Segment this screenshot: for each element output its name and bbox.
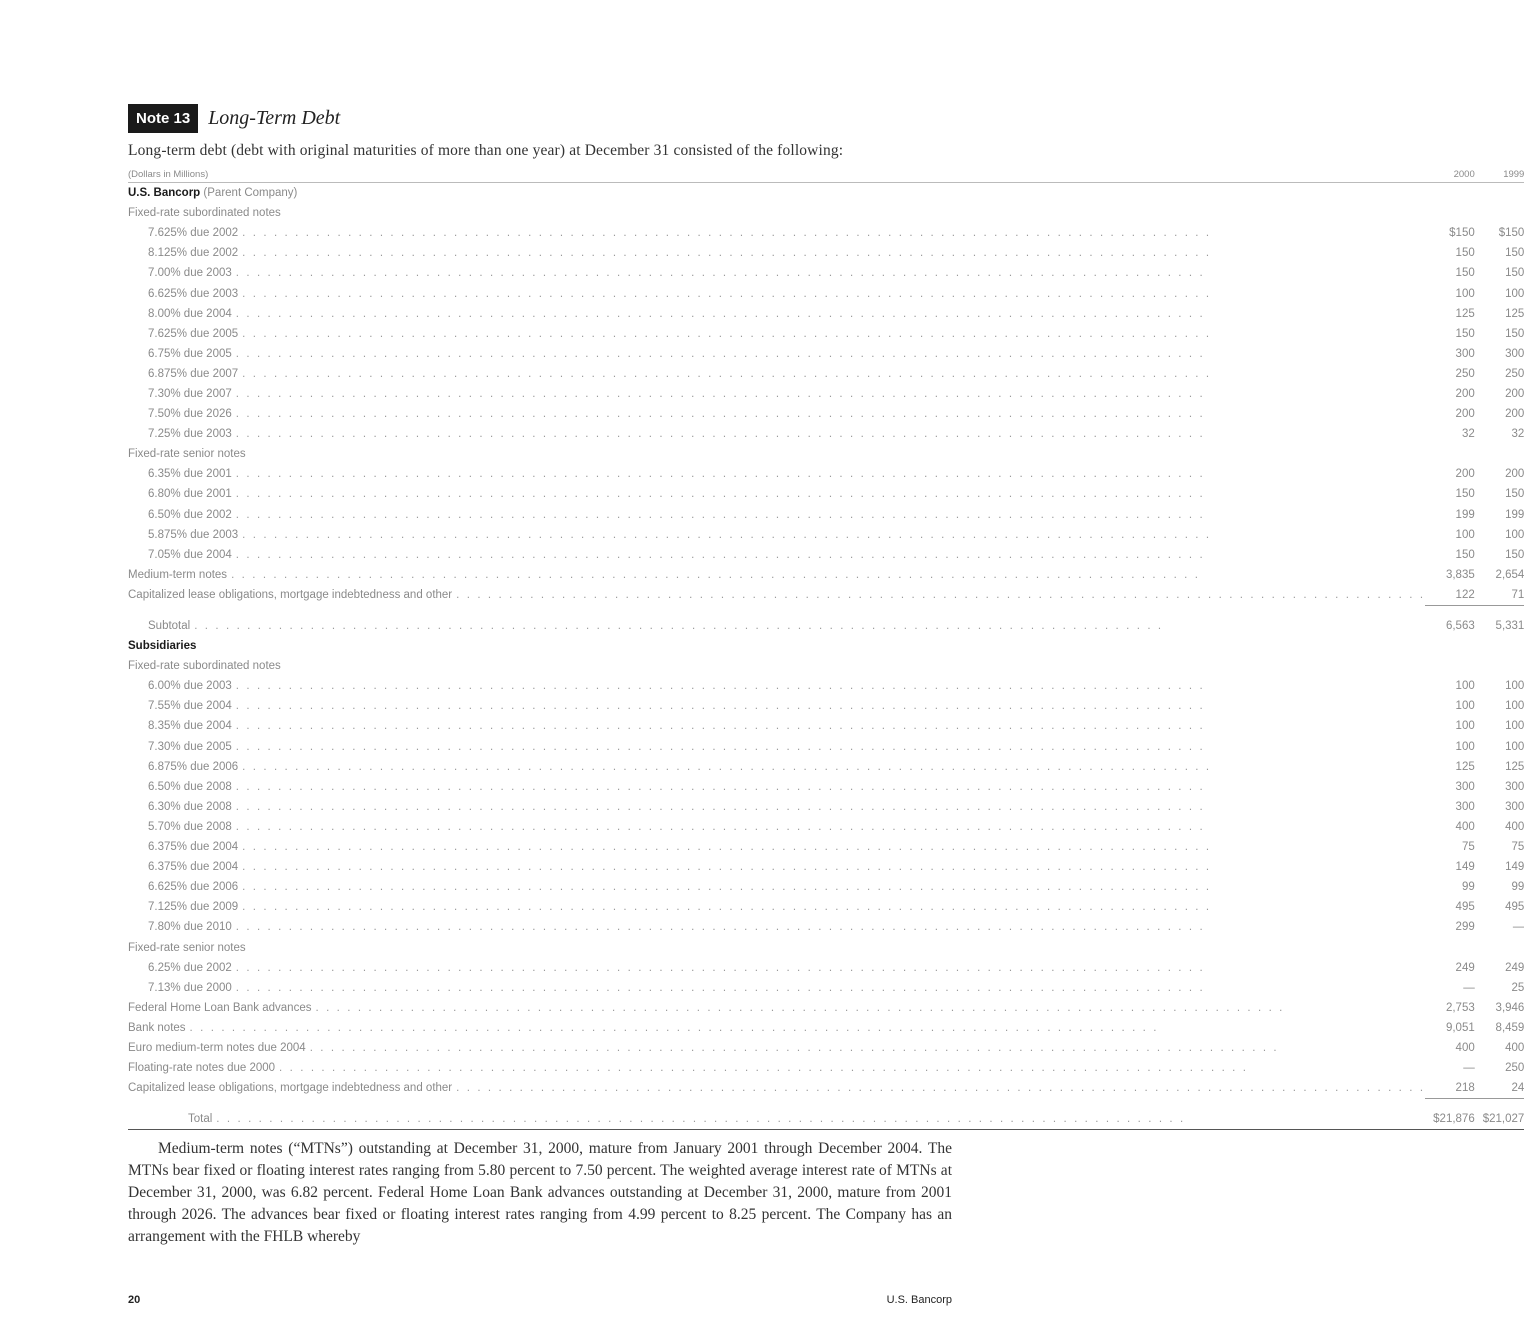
dot-leader: . . . . . . . . . . . . . . . . . . . . . . . . . . . . . . . . . . . . . . . . . . . . . . . . . . . . . . . . . . . . . . . . . . . . . . . . . . . . . . . . . . . . . . . . . . . .	[242, 327, 1212, 340]
dot-leader: . . . . . . . . . . . . . . . . . . . . . . . . . . . . . . . . . . . . . . . . . . . . . . . . . . . . . . . . . . . . . . . . . . . . . . . . . . . . . . . . . . . . . . . . . . . .	[235, 488, 1205, 501]
value-2000: 9,051	[1445, 1021, 1475, 1034]
row-label: 6.00% due 2003	[148, 680, 232, 693]
value-2000: 3,835	[1445, 568, 1475, 581]
value-1999: 100	[1505, 740, 1524, 753]
value-1999: —	[1512, 921, 1524, 934]
dot-leader: . . . . . . . . . . . . . . . . . . . . . . . . . . . . . . . . . . . . . . . . . . . . . . . . . . . . . . . . . . . . . . . . . . . . . . . . . . . . . . . . . . . . . . . . . . . .	[309, 1041, 1279, 1054]
value-1999: 100	[1505, 528, 1524, 541]
dot-leader: . . . . . . . . . . . . . . . . . . . . . . . . . . . . . . . . . . . . . . . . . . . . . . . . . . . . . . . . . . . . . . . . . . . . . . . . . . . . . . . . . . . . . . . . . . . .	[242, 881, 1212, 894]
value-2000: 75	[1461, 841, 1475, 854]
dot-leader: . . . . . . . . . . . . . . . . . . . . . . . . . . . . . . . . . . . . . . . . . . . . . . . . . . . . . . . . . . . . . . . . . . . . . . . . . . . . . . . . . . . . . . . . . . . .	[231, 568, 1201, 581]
value-2000: 299	[1455, 921, 1475, 934]
group-title: Fixed-rate subordinated notes	[128, 660, 281, 673]
group-title: Fixed-rate subordinated notes	[128, 207, 281, 220]
table-row	[128, 304, 1524, 324]
row-label: 8.35% due 2004	[148, 720, 232, 733]
table-row	[128, 525, 1524, 545]
row-label: 6.875% due 2007	[148, 367, 239, 380]
row-label: Euro medium-term notes due 2004	[128, 1041, 306, 1054]
value-1999: 200	[1505, 468, 1524, 481]
table-row	[128, 757, 1524, 777]
note-heading	[128, 104, 952, 133]
row-label: Subtotal	[148, 619, 191, 632]
dot-leader: . . . . . . . . . . . . . . . . . . . . . . . . . . . . . . . . . . . . . . . . . . . . . . . . . . . . . . . . . . . . . . . . . . . . . . . . . . . . . . . . . . . . . . . . . . . .	[235, 408, 1205, 421]
value-2000: 200	[1455, 408, 1475, 421]
value-1999: 150	[1505, 227, 1524, 240]
row-label: 7.30% due 2007	[148, 387, 232, 400]
value-1999: 100	[1505, 720, 1524, 733]
currency-symbol: $	[1498, 227, 1506, 240]
row-label: 8.00% due 2004	[148, 307, 232, 320]
row-label: 6.50% due 2008	[148, 780, 232, 793]
value-2000: 2,753	[1445, 1001, 1475, 1014]
table-row	[128, 243, 1524, 263]
value-1999: 199	[1505, 508, 1524, 521]
value-1999: 149	[1505, 861, 1524, 874]
value-1999: 100	[1505, 700, 1524, 713]
table-row	[128, 857, 1524, 877]
value-2000: 150	[1455, 488, 1475, 501]
dot-leader: . . . . . . . . . . . . . . . . . . . . . . . . . . . . . . . . . . . . . . . . . . . . . . . . . . . . . . . . . . . . . . . . . . . . . . . . . . . . . . . . . . . . . . . . . . . .	[235, 981, 1205, 994]
value-2000: 300	[1455, 347, 1475, 360]
value-2000: 122	[1455, 588, 1475, 601]
row-label: 7.625% due 2002	[148, 227, 239, 240]
row-label: Federal Home Loan Bank advances	[128, 1001, 312, 1014]
row-label: Capitalized lease obligations, mortgage indebtedness and other	[128, 589, 453, 602]
value-2000: 100	[1455, 740, 1475, 753]
row-label: 5.70% due 2008	[148, 820, 232, 833]
table-row	[128, 404, 1524, 424]
value-2000: 150	[1455, 247, 1475, 260]
table-row	[128, 505, 1524, 525]
column-header-1999: 1999	[1475, 166, 1524, 183]
table-row	[128, 344, 1524, 364]
value-1999: 249	[1505, 961, 1524, 974]
dot-leader: . . . . . . . . . . . . . . . . . . . . . . . . . . . . . . . . . . . . . . . . . . . . . . . . . . . . . . . . . . . . . . . . . . . . . . . . . . . . . . . . . . . . . . . . . . . .	[456, 589, 1426, 602]
table-row	[128, 1058, 1524, 1078]
note-badge: Note 13	[128, 104, 198, 133]
row-label: 6.35% due 2001	[148, 468, 232, 481]
table-row	[128, 364, 1524, 384]
table-row	[128, 897, 1524, 917]
value-2000: 200	[1455, 387, 1475, 400]
table-row	[128, 585, 1524, 606]
table-row	[128, 676, 1524, 696]
table-row	[128, 1038, 1524, 1058]
value-2000: 218	[1455, 1082, 1475, 1095]
value-2000: 199	[1455, 508, 1475, 521]
currency-symbol: $	[1449, 227, 1456, 240]
dot-leader: . . . . . . . . . . . . . . . . . . . . . . . . . . . . . . . . . . . . . . . . . . . . . . . . . . . . . . . . . . . . . . . . . . . . . . . . . . . . . . . . . . . . . . . . . . . .	[242, 760, 1212, 773]
dot-leader: . . . . . . . . . . . . . . . . . . . . . . . . . . . . . . . . . . . . . . . . . . . . . . . . . . . . . . . . . . . . . . . . . . . . . . . . . . . . . . . . . . . . . . . . . . . .	[242, 367, 1212, 380]
row-label: 7.30% due 2005	[148, 740, 232, 753]
dot-leader: . . . . . . . . . . . . . . . . . . . . . . . . . . . . . . . . . . . . . . . . . . . . . . . . . . . . . . . . . . . . . . . . . . . . . . . . . . . . . . . . . . . . . . . . . . . .	[235, 740, 1205, 753]
row-label: 6.75% due 2005	[148, 347, 232, 360]
value-1999: 150	[1505, 267, 1524, 280]
row-label: Medium-term notes	[128, 568, 228, 581]
dot-leader: . . . . . . . . . . . . . . . . . . . . . . . . . . . . . . . . . . . . . . . . . . . . . . . . . . . . . . . . . . . . . . . . . . . . . . . . . . . . . . . . . . . . . . . . . . . .	[242, 227, 1212, 240]
dot-leader: . . . . . . . . . . . . . . . . . . . . . . . . . . . . . . . . . . . . . . . . . . . . . . . . . . . . . . . . . . . . . . . . . . . . . . . . . . . . . . . . . . . . . . . . . . . .	[242, 841, 1212, 854]
row-label: 6.375% due 2004	[148, 841, 239, 854]
row-label: 7.50% due 2026	[148, 408, 232, 421]
table-row	[128, 958, 1524, 978]
row-label: 7.125% due 2009	[148, 901, 239, 914]
section-title: U.S. Bancorp	[128, 187, 201, 200]
footer-company: U.S. Bancorp	[886, 1294, 952, 1306]
dot-leader: . . . . . . . . . . . . . . . . . . . . . . . . . . . . . . . . . . . . . . . . . . . . . . . . . . . . . . . . . . . . . . . . . . . . . . . . . . . . . . . . . . . . . . . . . . . .	[315, 1001, 1285, 1014]
value-2000: 125	[1455, 307, 1475, 320]
value-1999: 200	[1505, 408, 1524, 421]
value-1999: 75	[1511, 841, 1524, 854]
dot-leader: . . . . . . . . . . . . . . . . . . . . . . . . . . . . . . . . . . . . . . . . . . . . . . . . . . . . . . . . . . . . . . . . . . . . . . . . . . . . . . . . . . . . . . . . . . . .	[235, 800, 1205, 813]
group-title: Fixed-rate senior notes	[128, 448, 246, 461]
dot-leader: . . . . . . . . . . . . . . . . . . . . . . . . . . . . . . . . . . . . . . . . . . . . . . . . . . . . . . . . . . . . . . . . . . . . . . . . . . . . . . . . . . . . . . . . . . . .	[216, 1113, 1186, 1126]
value-1999: 25	[1511, 981, 1524, 994]
row-label: 6.625% due 2003	[148, 287, 239, 300]
row-label: 6.80% due 2001	[148, 488, 232, 501]
value-1999: 8,459	[1495, 1021, 1524, 1034]
table-row	[128, 565, 1524, 585]
value-2000: 99	[1461, 881, 1475, 894]
row-label: Bank notes	[128, 1021, 186, 1034]
group-header-row	[128, 203, 1524, 223]
row-label: 6.50% due 2002	[148, 508, 232, 521]
table-row	[128, 424, 1524, 444]
value-2000: 200	[1455, 468, 1475, 481]
dot-leader: . . . . . . . . . . . . . . . . . . . . . . . . . . . . . . . . . . . . . . . . . . . . . . . . . . . . . . . . . . . . . . . . . . . . . . . . . . . . . . . . . . . . . . . . . . . .	[242, 287, 1212, 300]
intro-text: Long-term debt (debt with original maturities of more than one year) at December 31 consisted of the following:	[128, 142, 844, 159]
dot-leader: . . . . . . . . . . . . . . . . . . . . . . . . . . . . . . . . . . . . . . . . . . . . . . . . . . . . . . . . . . . . . . . . . . . . . . . . . . . . . . . . . . . . . . . . . . . .	[235, 267, 1205, 280]
value-1999: 250	[1505, 1062, 1524, 1075]
dot-leader: . . . . . . . . . . . . . . . . . . . . . . . . . . . . . . . . . . . . . . . . . . . . . . . . . . . . . . . . . . . . . . . . . . . . . . . . . . . . . . . . . . . . . . . . . . . .	[242, 528, 1212, 541]
table-row	[128, 223, 1524, 243]
section-subtitle: (Parent Company)	[203, 187, 298, 200]
value-2000: 100	[1455, 680, 1475, 693]
value-2000: 32	[1461, 428, 1475, 441]
value-1999: 100	[1505, 680, 1524, 693]
table-row	[128, 877, 1524, 897]
value-2000: 150	[1455, 548, 1475, 561]
value-2000: 300	[1455, 800, 1475, 813]
value-1999: 99	[1511, 881, 1524, 894]
group-header-row	[128, 444, 1524, 464]
row-label: 7.625% due 2005	[148, 327, 239, 340]
table-row	[128, 978, 1524, 998]
value-1999: 150	[1505, 548, 1524, 561]
value-2000: 100	[1455, 700, 1475, 713]
section-title: Subsidiaries	[128, 640, 197, 653]
value-1999: 125	[1505, 760, 1524, 773]
group-title: Fixed-rate senior notes	[128, 941, 246, 954]
value-2000: 495	[1455, 901, 1475, 914]
dot-leader: . . . . . . . . . . . . . . . . . . . . . . . . . . . . . . . . . . . . . . . . . . . . . . . . . . . . . . . . . . . . . . . . . . . . . . . . . . . . . . . . . . . . . . . . . . . .	[235, 508, 1205, 521]
table-row	[128, 1018, 1524, 1038]
value-2000: 249	[1455, 961, 1475, 974]
value-1999: 24	[1511, 1082, 1524, 1095]
row-label: 6.30% due 2008	[148, 800, 232, 813]
table-row	[128, 605, 1524, 636]
section-header-row	[128, 183, 1524, 204]
row-label: 7.25% due 2003	[148, 428, 232, 441]
table-row	[128, 263, 1524, 283]
table-row	[128, 464, 1524, 484]
row-label: 7.13% due 2000	[148, 981, 232, 994]
row-label: Capitalized lease obligations, mortgage indebtedness and other	[128, 1082, 453, 1095]
table-row	[128, 283, 1524, 303]
value-2000: 150	[1455, 267, 1475, 280]
dot-leader: . . . . . . . . . . . . . . . . . . . . . . . . . . . . . . . . . . . . . . . . . . . . . . . . . . . . . . . . . . . . . . . . . . . . . . . . . . . . . . . . . . . . . . . . . . . .	[235, 387, 1205, 400]
table-row	[128, 545, 1524, 565]
row-label: 8.125% due 2002	[148, 247, 239, 260]
value-2000: 250	[1455, 367, 1475, 380]
table-row	[128, 716, 1524, 736]
value-1999: 100	[1505, 287, 1524, 300]
row-label: Floating-rate notes due 2000	[128, 1062, 276, 1075]
value-2000: 125	[1455, 760, 1475, 773]
dot-leader: . . . . . . . . . . . . . . . . . . . . . . . . . . . . . . . . . . . . . . . . . . . . . . . . . . . . . . . . . . . . . . . . . . . . . . . . . . . . . . . . . . . . . . . . . . . .	[235, 347, 1205, 360]
dot-leader: . . . . . . . . . . . . . . . . . . . . . . . . . . . . . . . . . . . . . . . . . . . . . . . . . . . . . . . . . . . . . . . . . . . . . . . . . . . . . . . . . . . . . . . . . . . .	[189, 1021, 1159, 1034]
value-2000: 400	[1455, 820, 1475, 833]
table-row	[128, 998, 1524, 1018]
row-label: 6.625% due 2006	[148, 881, 239, 894]
dot-leader: . . . . . . . . . . . . . . . . . . . . . . . . . . . . . . . . . . . . . . . . . . . . . . . . . . . . . . . . . . . . . . . . . . . . . . . . . . . . . . . . . . . . . . . . . . . .	[235, 307, 1205, 320]
row-label: 6.375% due 2004	[148, 861, 239, 874]
group-header-row	[128, 937, 1524, 957]
dot-leader: . . . . . . . . . . . . . . . . . . . . . . . . . . . . . . . . . . . . . . . . . . . . . . . . . . . . . . . . . . . . . . . . . . . . . . . . . . . . . . . . . . . . . . . . . . . .	[235, 780, 1205, 793]
value-1999: 150	[1505, 327, 1524, 340]
value-1999: 200	[1505, 387, 1524, 400]
value-1999: 250	[1505, 367, 1524, 380]
value-1999: 400	[1505, 820, 1524, 833]
value-1999: $21,027	[1475, 1099, 1524, 1130]
dot-leader: . . . . . . . . . . . . . . . . . . . . . . . . . . . . . . . . . . . . . . . . . . . . . . . . . . . . . . . . . . . . . . . . . . . . . . . . . . . . . . . . . . . . . . . . . . . .	[235, 921, 1205, 934]
value-1999: 125	[1505, 307, 1524, 320]
row-label: 7.80% due 2010	[148, 921, 232, 934]
value-2000: 100	[1455, 287, 1475, 300]
page-footer	[128, 1294, 952, 1306]
dot-leader: . . . . . . . . . . . . . . . . . . . . . . . . . . . . . . . . . . . . . . . . . . . . . . . . . . . . . . . . . . . . . . . . . . . . . . . . . . . . . . . . . . . . . . . . . . . .	[242, 247, 1212, 260]
table-row	[128, 696, 1524, 716]
table-row	[128, 384, 1524, 404]
value-2000: 300	[1455, 780, 1475, 793]
table-row	[128, 917, 1524, 937]
value-1999: 5,331	[1475, 605, 1524, 636]
value-2000: —	[1463, 981, 1475, 994]
dot-leader: . . . . . . . . . . . . . . . . . . . . . . . . . . . . . . . . . . . . . . . . . . . . . . . . . . . . . . . . . . . . . . . . . . . . . . . . . . . . . . . . . . . . . . . . . . . .	[235, 820, 1205, 833]
value-2000: $21,876	[1425, 1099, 1475, 1130]
dot-leader: . . . . . . . . . . . . . . . . . . . . . . . . . . . . . . . . . . . . . . . . . . . . . . . . . . . . . . . . . . . . . . . . . . . . . . . . . . . . . . . . . . . . . . . . . . . .	[235, 468, 1205, 481]
dot-leader: . . . . . . . . . . . . . . . . . . . . . . . . . . . . . . . . . . . . . . . . . . . . . . . . . . . . . . . . . . . . . . . . . . . . . . . . . . . . . . . . . . . . . . . . . . . .	[456, 1082, 1426, 1095]
row-label: 7.05% due 2004	[148, 548, 232, 561]
dot-leader: . . . . . . . . . . . . . . . . . . . . . . . . . . . . . . . . . . . . . . . . . . . . . . . . . . . . . . . . . . . . . . . . . . . . . . . . . . . . . . . . . . . . . . . . . . . .	[235, 720, 1205, 733]
value-1999: 400	[1505, 1041, 1524, 1054]
long-term-debt-table	[128, 166, 1524, 1130]
value-2000: 149	[1455, 861, 1475, 874]
column-header-2000: 2000	[1425, 166, 1475, 183]
value-2000: 400	[1455, 1041, 1475, 1054]
value-2000: 150	[1455, 327, 1475, 340]
note-13-section	[128, 104, 1524, 1263]
dot-leader: . . . . . . . . . . . . . . . . . . . . . . . . . . . . . . . . . . . . . . . . . . . . . . . . . . . . . . . . . . . . . . . . . . . . . . . . . . . . . . . . . . . . . . . . . . . .	[235, 548, 1205, 561]
dot-leader: . . . . . . . . . . . . . . . . . . . . . . . . . . . . . . . . . . . . . . . . . . . . . . . . . . . . . . . . . . . . . . . . . . . . . . . . . . . . . . . . . . . . . . . . . . . .	[279, 1062, 1249, 1075]
row-label: 7.55% due 2004	[148, 700, 232, 713]
unit-label: (Dollars in Millions)	[128, 166, 1425, 183]
value-2000: 150	[1455, 227, 1475, 240]
group-header-row	[128, 656, 1524, 676]
value-1999: 300	[1505, 347, 1524, 360]
row-label: 6.25% due 2002	[148, 961, 232, 974]
table-row	[128, 777, 1524, 797]
value-2000: 100	[1455, 720, 1475, 733]
row-label: 6.875% due 2006	[148, 760, 239, 773]
row-label: 5.875% due 2003	[148, 528, 239, 541]
value-1999: 150	[1505, 247, 1524, 260]
table-row	[128, 837, 1524, 857]
row-label: Total	[188, 1113, 213, 1126]
row-label: 7.00% due 2003	[148, 267, 232, 280]
table-row	[128, 1078, 1524, 1099]
dot-leader: . . . . . . . . . . . . . . . . . . . . . . . . . . . . . . . . . . . . . . . . . . . . . . . . . . . . . . . . . . . . . . . . . . . . . . . . . . . . . . . . . . . . . . . . . . . .	[235, 680, 1205, 693]
dot-leader: . . . . . . . . . . . . . . . . . . . . . . . . . . . . . . . . . . . . . . . . . . . . . . . . . . . . . . . . . . . . . . . . . . . . . . . . . . . . . . . . . . . . . . . . . . . .	[235, 428, 1205, 441]
value-1999: 300	[1505, 800, 1524, 813]
value-1999: 150	[1505, 488, 1524, 501]
value-1999: 300	[1505, 780, 1524, 793]
value-1999: 32	[1511, 428, 1524, 441]
table-row	[128, 324, 1524, 344]
dot-leader: . . . . . . . . . . . . . . . . . . . . . . . . . . . . . . . . . . . . . . . . . . . . . . . . . . . . . . . . . . . . . . . . . . . . . . . . . . . . . . . . . . . . . . . . . . . .	[194, 619, 1164, 632]
table-header-row	[128, 166, 1524, 183]
value-1999: 3,946	[1495, 1001, 1524, 1014]
dot-leader: . . . . . . . . . . . . . . . . . . . . . . . . . . . . . . . . . . . . . . . . . . . . . . . . . . . . . . . . . . . . . . . . . . . . . . . . . . . . . . . . . . . . . . . . . . . .	[235, 961, 1205, 974]
value-2000: 100	[1455, 528, 1475, 541]
value-1999: 71	[1511, 588, 1524, 601]
value-1999: 495	[1505, 901, 1524, 914]
section-header-row	[128, 636, 1524, 656]
value-1999: 2,654	[1495, 568, 1524, 581]
body-paragraph: Medium-term notes (“MTNs”) outstanding at December 31, 2000, mature from January 2001 through December 2004. The MTNs bear fixed or floating interest rates ranging from 5.80 percent to 7.50 percent. The weighted average interest rate of MTNs at December 31, 2000, was 6.82 percent. Federal Home Loan Bank advances outstanding at December 31, 2000, mature from 2001 through 2026. The advances bear fixed or floating interest rates ranging from 4.99 percent to 8.25 percent. The Company has an arrangement with the FHLB whereby	[128, 1140, 952, 1245]
dot-leader: . . . . . . . . . . . . . . . . . . . . . . . . . . . . . . . . . . . . . . . . . . . . . . . . . . . . . . . . . . . . . . . . . . . . . . . . . . . . . . . . . . . . . . . . . . . .	[242, 861, 1212, 874]
table-row	[128, 484, 1524, 504]
table-row	[128, 817, 1524, 837]
value-2000: 6,563	[1425, 605, 1475, 636]
table-row	[128, 1099, 1524, 1130]
page-number: 20	[128, 1294, 141, 1306]
dot-leader: . . . . . . . . . . . . . . . . . . . . . . . . . . . . . . . . . . . . . . . . . . . . . . . . . . . . . . . . . . . . . . . . . . . . . . . . . . . . . . . . . . . . . . . . . . . .	[242, 901, 1212, 914]
note-title: Long-Term Debt	[208, 107, 341, 129]
table-row	[128, 797, 1524, 817]
table-row	[128, 737, 1524, 757]
dot-leader: . . . . . . . . . . . . . . . . . . . . . . . . . . . . . . . . . . . . . . . . . . . . . . . . . . . . . . . . . . . . . . . . . . . . . . . . . . . . . . . . . . . . . . . . . . . .	[235, 700, 1205, 713]
value-2000: —	[1463, 1062, 1475, 1075]
